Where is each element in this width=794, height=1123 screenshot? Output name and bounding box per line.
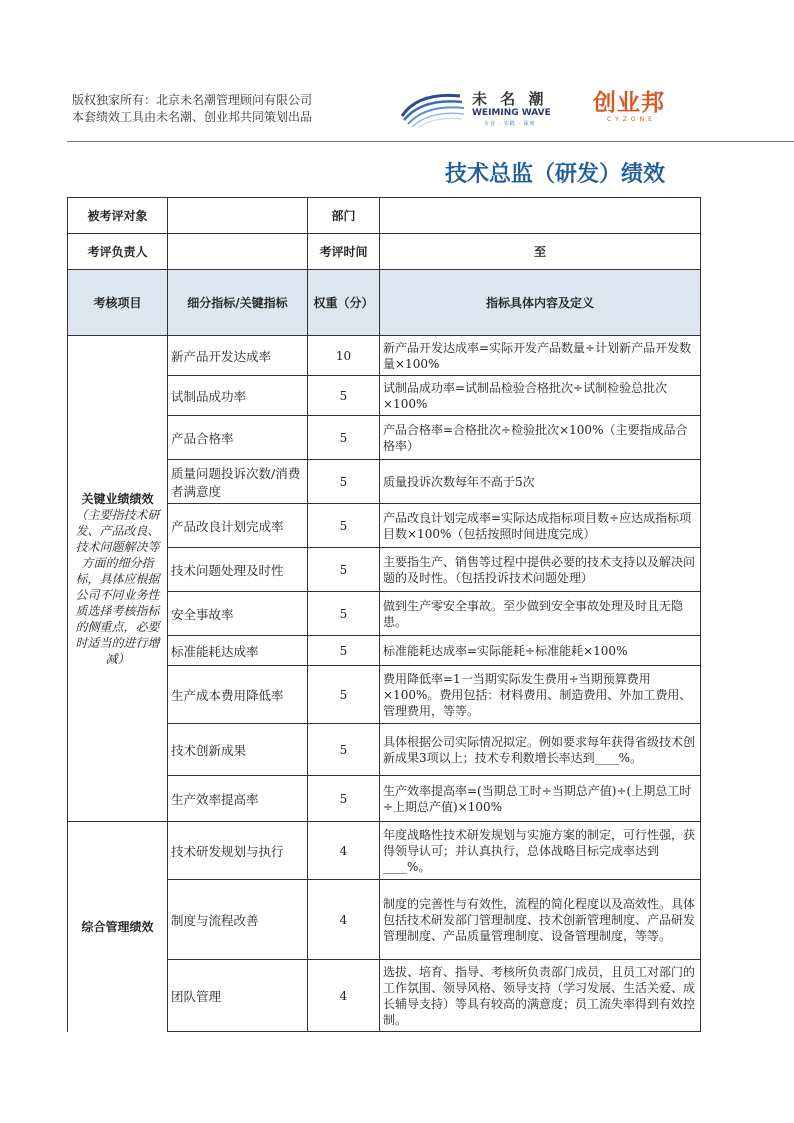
weiming-wave-logo bbox=[398, 86, 558, 130]
section-title: 关键业绩绩效 bbox=[81, 491, 154, 506]
definition-cell: 质量投诉次数每年不高于5次 bbox=[380, 460, 701, 504]
definition-cell: 选拔、培育、指导、考核所负责部门成员，且员工对部门的工作氛围、领导风格、领导支持（学习发展、生活关爱、成长辅导支持）等具有较高的满意度；员工流失率得到有效控制。 bbox=[380, 960, 701, 1032]
definition-cell: 新产品开发达成率=实际开发产品数量÷计划新产品开发数量×100% bbox=[380, 336, 701, 376]
column-header-weight: 权重（分） bbox=[308, 270, 380, 336]
indicator-cell: 技术创新成果 bbox=[168, 724, 308, 776]
column-header-definition: 指标具体内容及定义 bbox=[380, 270, 701, 336]
definition-cell: 主要指生产、销售等过程中提供必要的技术支持以及解决问题的及时性。（包括投诉技术问题处理） bbox=[380, 548, 701, 592]
weight-cell: 5 bbox=[308, 724, 380, 776]
weight-cell: 5 bbox=[308, 504, 380, 548]
copyright-text bbox=[72, 92, 312, 126]
page-title: 技术总监（研发）绩效 bbox=[445, 162, 666, 187]
weight-cell: 5 bbox=[308, 376, 380, 416]
cyzone-logo bbox=[593, 90, 673, 130]
section-title: 综合管理绩效 bbox=[81, 919, 154, 934]
column-header-indicator: 细分指标/关键指标 bbox=[168, 270, 308, 336]
definition-cell: 做到生产零安全事故。至少做到安全事故处理及时且无隐患。 bbox=[380, 592, 701, 636]
indicator-cell: 团队管理 bbox=[168, 960, 308, 1032]
column-header-item: 考核项目 bbox=[68, 270, 168, 336]
header-divider bbox=[67, 141, 794, 142]
weight-cell: 5 bbox=[308, 666, 380, 724]
indicator-cell: 技术研发规划与执行 bbox=[168, 822, 308, 880]
weight-cell: 5 bbox=[308, 416, 380, 460]
dept-label: 部门 bbox=[308, 198, 380, 234]
logo2-name: 创业邦 bbox=[593, 90, 665, 116]
info-row-subject bbox=[68, 198, 701, 234]
definition-cell: 标准能耗达成率=实际能耗÷标准能耗×100% bbox=[380, 636, 701, 666]
weight-cell: 4 bbox=[308, 960, 380, 1032]
indicator-cell: 标准能耗达成率 bbox=[168, 636, 308, 666]
logo1-english: WEIMING WAVE bbox=[472, 108, 551, 118]
weight-cell: 5 bbox=[308, 592, 380, 636]
section-note: （主要指技术研发、产品改良、技术问题解决等方面的细分指标，具体应根据公司不同业务性质选择考核指标的侧重点，必要时适当的进行增减） bbox=[75, 507, 160, 666]
indicator-cell: 安全事故率 bbox=[168, 592, 308, 636]
indicator-cell: 产品合格率 bbox=[168, 416, 308, 460]
indicator-cell: 试制品成功率 bbox=[168, 376, 308, 416]
weight-cell: 4 bbox=[308, 880, 380, 960]
logo1-tagline: 专业 · 实践 · 深度 bbox=[484, 121, 536, 127]
definition-cell: 制度的完善性与有效性，流程的简化程度以及高效性。具体包括技术研发部门管理制度、技术创新管理制度、产品研发管理制度、产品质量管理制度、设备管理制度，等等。 bbox=[380, 880, 701, 960]
definition-cell: 产品合格率=合格批次÷检验批次×100%（主要指成品合格率） bbox=[380, 416, 701, 460]
indicator-cell: 制度与流程改善 bbox=[168, 880, 308, 960]
indicator-cell: 产品改良计划完成率 bbox=[168, 504, 308, 548]
logo2-english: CYZONE bbox=[607, 116, 656, 123]
wave-swirl-icon bbox=[398, 86, 468, 130]
subject-label: 被考评对象 bbox=[68, 198, 168, 234]
indicator-cell: 生产成本费用降低率 bbox=[168, 666, 308, 724]
column-header-row bbox=[68, 270, 701, 336]
subject-value[interactable] bbox=[168, 198, 308, 234]
reviewer-value[interactable] bbox=[168, 234, 308, 270]
weight-cell: 10 bbox=[308, 336, 380, 376]
weight-cell: 5 bbox=[308, 636, 380, 666]
period-label: 考评时间 bbox=[308, 234, 380, 270]
section-category bbox=[68, 336, 168, 822]
evaluation-table bbox=[67, 197, 701, 1032]
reviewer-label: 考评负责人 bbox=[68, 234, 168, 270]
definition-cell: 生产效率提高率=(当期总工时÷当期总产值)÷(上期总工时÷上期总产值)×100% bbox=[380, 776, 701, 822]
table-row bbox=[68, 336, 701, 376]
info-row-reviewer bbox=[68, 234, 701, 270]
weight-cell: 5 bbox=[308, 776, 380, 822]
indicator-cell: 技术问题处理及时性 bbox=[168, 548, 308, 592]
definition-cell: 试制品成功率=试制品检验合格批次÷试制检验总批次×100% bbox=[380, 376, 701, 416]
dept-value[interactable] bbox=[380, 198, 701, 234]
definition-cell: 费用降低率=1一当期实际发生费用÷当期预算费用×100%。费用包括：材料费用、制造费用、外加工费用、管理费用，等等。 bbox=[380, 666, 701, 724]
weight-cell: 4 bbox=[308, 822, 380, 880]
period-to[interactable]: 至 bbox=[380, 234, 701, 270]
definition-cell: 年度战略性技术研发规划与实施方案的制定，可行性强，获得领导认可；并认真执行，总体战略目标完成率达到____%。 bbox=[380, 822, 701, 880]
copyright-line-2: 本套绩效工具由未名潮、创业邦共同策划出品 bbox=[72, 110, 313, 124]
logo1-name: 未 名 潮 bbox=[472, 90, 548, 108]
indicator-cell: 生产效率提高率 bbox=[168, 776, 308, 822]
table-row bbox=[68, 822, 701, 880]
weight-cell: 5 bbox=[308, 460, 380, 504]
indicator-cell: 质量问题投诉次数/消费者满意度 bbox=[168, 460, 308, 504]
indicator-cell: 新产品开发达成率 bbox=[168, 336, 308, 376]
definition-cell: 产品改良计划完成率=实际达成指标项目数÷应达成指标项目数×100%（包括按照时间进度完成） bbox=[380, 504, 701, 548]
section-category bbox=[68, 822, 168, 1032]
copyright-line-1: 版权独家所有：北京未名潮管理顾问有限公司 bbox=[72, 93, 313, 107]
weight-cell: 5 bbox=[308, 548, 380, 592]
definition-cell: 具体根据公司实际情况拟定。例如要求每年获得省级技术创新成果3项以上；技术专利数增长率达到____%。 bbox=[380, 724, 701, 776]
